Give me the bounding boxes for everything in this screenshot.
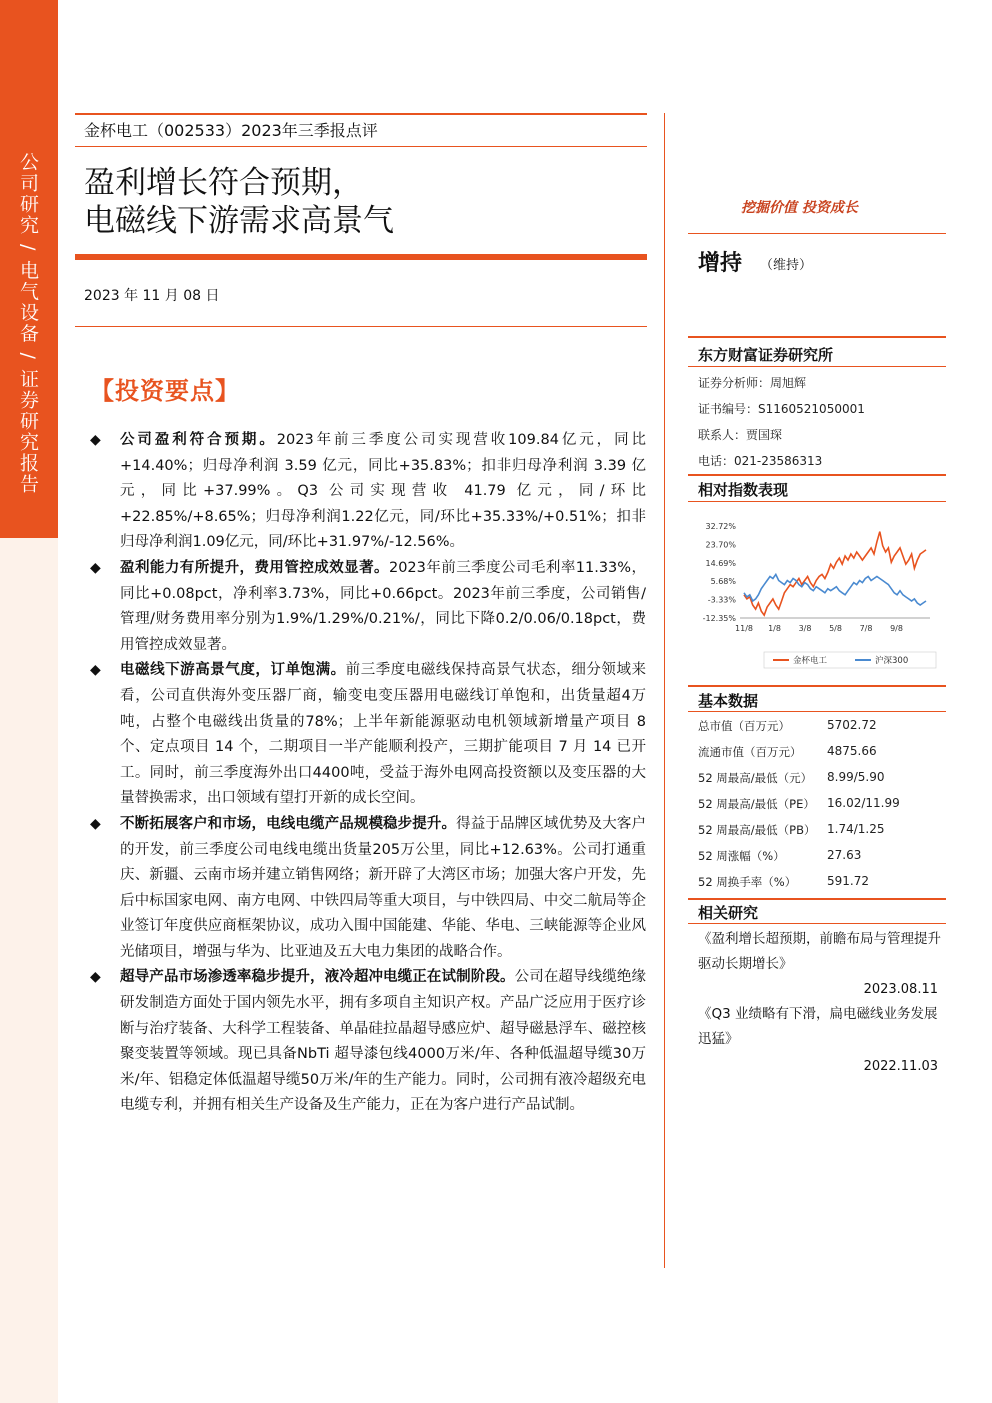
legend-box [764, 652, 936, 668]
related-report-date: 2023.08.11 [863, 982, 938, 997]
investment-point [90, 965, 646, 1119]
basic-data-label: 52 周最高/最低（PB） [698, 823, 816, 837]
diamond-bullet-icon: ◆ [90, 662, 101, 679]
basic-data-label: 52 周最高/最低（元） [698, 771, 813, 785]
x-tick-label: 7/8 [859, 624, 873, 633]
y-tick-label: -12.35% [702, 614, 736, 623]
diamond-bullet-icon: ◆ [90, 432, 101, 448]
basic-data-label: 总市值（百万元） [698, 719, 790, 733]
report-subtitle: 金杯电工（002533）2023年三季报点评 [84, 121, 378, 140]
rating-note: （维持） [760, 258, 813, 273]
cert-number: 证书编号：S1160521050001 [698, 402, 865, 416]
investment-point [90, 556, 646, 658]
basic-data-value: 16.02/11.99 [827, 796, 900, 810]
x-tick-label: 3/8 [798, 624, 812, 633]
investment-point [90, 428, 646, 556]
report-date: 2023 年 11 月 08 日 [84, 288, 220, 304]
diamond-bullet-icon: ◆ [90, 969, 101, 986]
basic-data-label: 52 周涨幅（%） [698, 849, 785, 863]
y-tick-label: -3.33% [707, 595, 736, 605]
related-title-divider [688, 923, 946, 924]
date-divider [75, 326, 647, 327]
institution-top-rule [688, 336, 946, 338]
related-report-title[interactable]: 《Q3 业绩略有下滑，扁电磁线业务发展迅猛》 [698, 1006, 938, 1047]
basic-data-label: 52 周换手率（%） [698, 875, 797, 889]
legend-label: 沪深300 [875, 656, 909, 666]
investment-point [90, 812, 646, 966]
basic-data-value: 27.63 [827, 848, 862, 862]
x-tick-label: 1/8 [768, 624, 781, 633]
point-heading: 公司盈利符合预期。 [120, 432, 277, 448]
analyst: 证券分析师：周旭辉 [698, 376, 807, 390]
title-line-2: 电磁线下游需求高景气 [84, 203, 394, 239]
diamond-bullet-icon: ◆ [90, 815, 101, 832]
x-tick-label: 9/8 [890, 624, 903, 633]
basic-data-value: 4875.66 [827, 744, 877, 758]
sidebar-accent [0, 0, 58, 538]
basic-data-label: 流通市值（百万元） [698, 745, 802, 759]
rating: 增持 [698, 251, 743, 276]
sidebar-category: 公司研究 / 电气设备 / 证券研究报告 [17, 152, 39, 495]
investment-points [90, 428, 646, 1119]
basic-title-divider [688, 711, 946, 712]
slogan: 挖掘价值 投资成长 [741, 200, 858, 216]
section-title: 【投资要点】 [90, 377, 240, 405]
basic-data-value: 5702.72 [827, 718, 877, 732]
related-title: 相关研究 [698, 904, 759, 922]
title-bar [75, 254, 647, 260]
y-tick-label: 32.72% [705, 522, 736, 531]
basic-data-label: 52 周最高/最低（PE） [698, 797, 815, 811]
y-tick-label: 23.70% [705, 540, 736, 550]
chart-title-divider [688, 501, 946, 502]
basic-data-value: 1.74/1.25 [827, 822, 885, 836]
institution-name: 东方财富证券研究所 [698, 346, 834, 364]
related-top-rule [688, 898, 946, 900]
x-tick-label: 11/8 [735, 624, 753, 633]
point-text: 2023年前三季度公司实现营收109.84亿元，同比+14.40%；归母净利润 3.59 亿元，同比+35.83%；扣非归母净利润 3.39 亿元，同比+37.99%。Q3 公司实现营收 41.79 亿元，同/环比+22.85%/+8.65%；归母净利润1.22亿元，同/环比+35.33%/+0.51%；扣非归母净利润1.09亿元，同/环比+31.97%/-12.56%。 [120, 432, 647, 551]
chart-top-rule [688, 474, 946, 476]
contact: 联系人：贾国琛 [698, 428, 783, 442]
legend-label: 金杯电工 [793, 656, 828, 666]
relative-index-chart [698, 518, 944, 678]
investment-point [90, 658, 646, 812]
point-heading: 盈利能力有所提升，费用管控成效显著。 [120, 559, 389, 576]
x-tick-label: 5/8 [829, 624, 842, 633]
column-divider [664, 113, 665, 1268]
page-title [84, 164, 394, 240]
chart-title: 相对指数表现 [698, 481, 789, 499]
basic-data-value: 591.72 [827, 874, 869, 888]
point-heading: 不断拓展客户和市场，电线电缆产品规模稳步提升。 [120, 815, 457, 832]
basic-data-title: 基本数据 [698, 692, 759, 710]
slogan-divider [688, 233, 946, 234]
diamond-bullet-icon: ◆ [90, 559, 101, 576]
basic-data-value: 8.99/5.90 [827, 770, 885, 784]
sidebar [0, 0, 58, 1403]
point-text: 2023年前三季度公司毛利率11.33%，同比+0.08pct，净利率3.73%，同比+0.66pct。2023年前三季度，公司销售/管理/财务费用率分别为1.9%/1.29%/0.21%/，同比下降0.2/0.06/0.18pct，费用管控成效显著。 [120, 559, 646, 653]
phone: 电话：021-23586313 [698, 454, 823, 468]
y-tick-label: 14.69% [705, 558, 736, 568]
point-text: 得益于品牌区域优势及大客户的开发，前三季度公司电线电缆出货量205万公里，同比+12.63%。公司打通重庆、新疆、云南市场并建立销售网络；新开辟了大湾区市场；加强大客户开发，先后中标国家电网、南方电网、中铁四局等重大项目，与中铁四局、中交二航局等企业签订年度供应商框架协议，成功入围中国能建、华能、华电、三峡能源等企业风光储项目，增强与华为、比亚迪及五大电力集团的战略合作。 [120, 815, 647, 960]
header-divider [75, 146, 647, 147]
title-line-1: 盈利增长符合预期， [84, 165, 363, 201]
point-heading: 超导产品市场渗透率稳步提升，液冷超冲电缆正在试制阶段。 [120, 969, 515, 986]
basic-top-rule [688, 685, 946, 687]
related-report-date: 2022.11.03 [863, 1059, 938, 1074]
institution-divider [688, 366, 946, 367]
point-text: 前三季度电磁线保持高景气状态，细分领域来看，公司直供海外变压器厂商，输变电变压器用电磁线订单饱和，出货量超4万吨，占整个电磁线出货量的78%；上半年新能源驱动电机领域新增量产项目 8 个、定点项目 14 个，二期项目一半产能顺利投产，三期扩能项目 7 月 14 已开工。同时，前三季度海外出口4400吨，受益于海外电网高投资额以及变压器的大量替换需求，出口领域有望打开新的成长空间。 [120, 662, 647, 807]
series-line [744, 532, 926, 616]
header-top-rule [75, 113, 647, 115]
y-tick-label: 5.68% [710, 577, 736, 587]
point-heading: 电磁线下游高景气度，订单饱满。 [120, 662, 346, 679]
related-report-title[interactable]: 《盈利增长超预期，前瞻布局与管理提升驱动长期增长》 [698, 931, 941, 972]
point-text: 公司在超导线缆绝缘研发制造方面处于国内领先水平，拥有多项自主知识产权。产品广泛应用于医疗诊断与治疗装备、大科学工程装备、单晶硅拉晶超导感应炉、超导磁悬浮车、磁控核聚变装置等领域。现已具备NbTi 超导漆包线4000万米/年、各种低温超导缆30万米/年、铝稳定体低温超导缆50万米/年的生产能力。同时，公司拥有液冷超级充电电缆专利，并拥有相关生产设备及生产能力，正在为客户进行产品试制。 [120, 969, 647, 1114]
